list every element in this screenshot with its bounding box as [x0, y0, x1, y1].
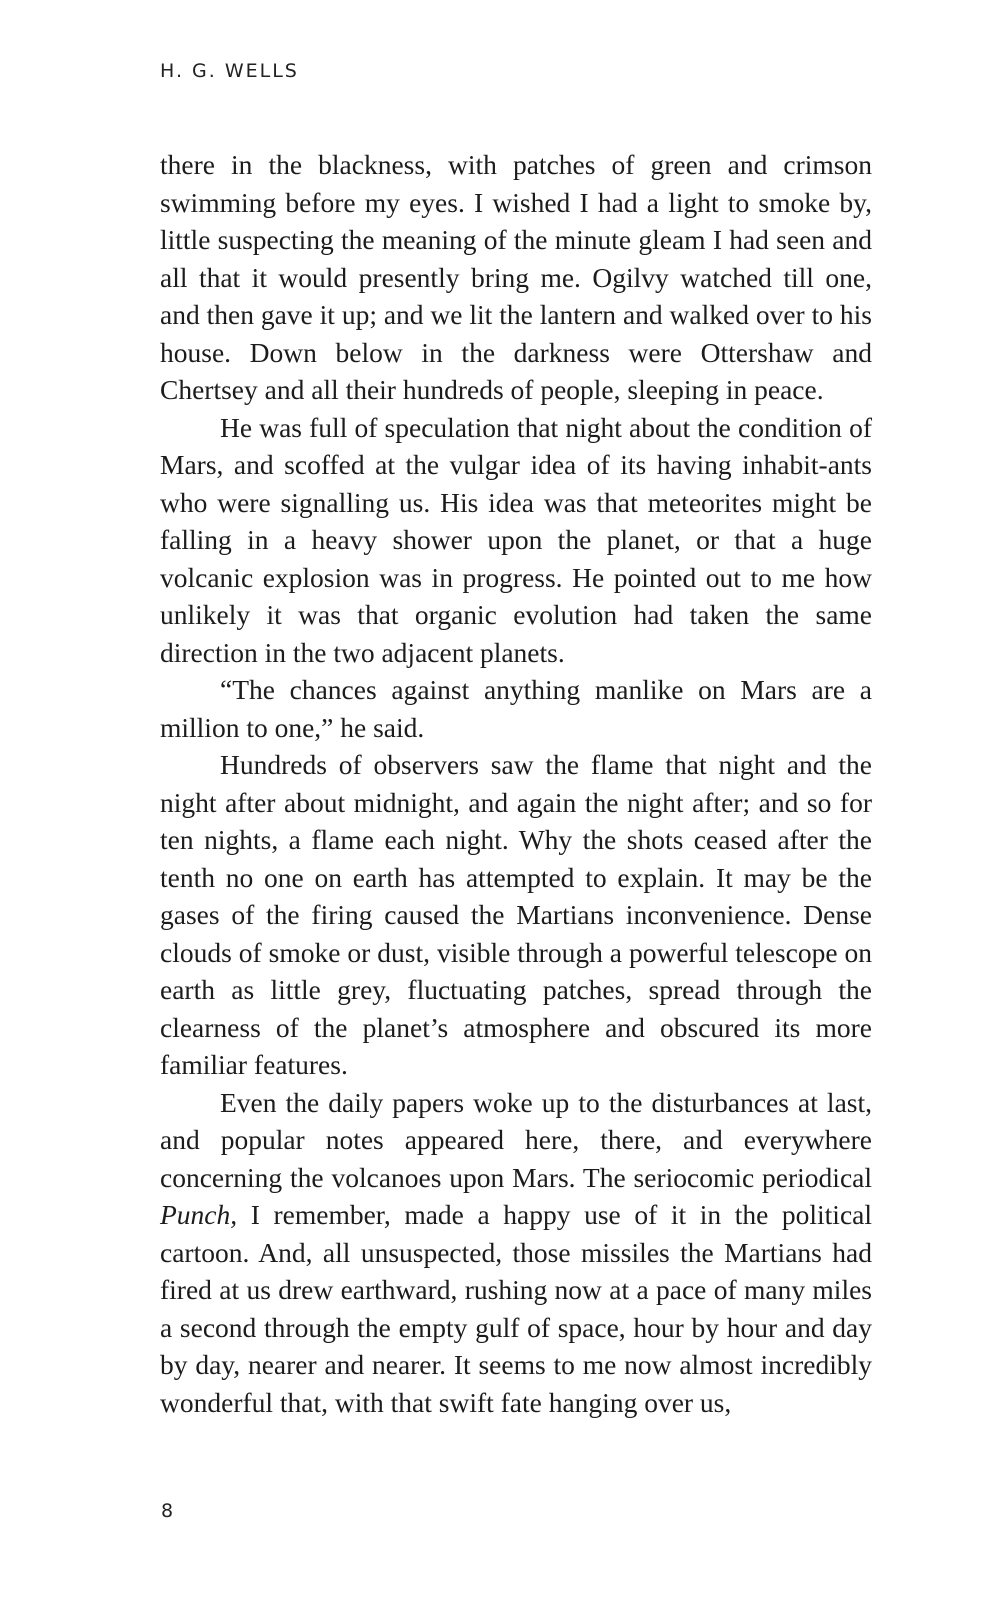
- paragraph-5-text-a: Even the daily papers woke up to the disturbances at last, and popular notes appeared here, there, and everywhere concerning the volcanoes upon Mars. The seriocomic periodical: [160, 1086, 872, 1193]
- periodical-title: Punch,: [160, 1199, 238, 1230]
- paragraph-3: “The chances against anything manlike on Mars are a million to one,” he said.: [160, 674, 872, 743]
- page-number: 8: [161, 1500, 174, 1522]
- running-head: H. G. WELLS: [160, 60, 299, 82]
- paragraph-4: Hundreds of observers saw the flame that night and the night after about midnight, and again the night after; and so for ten nights, a flame each night. Why the shots ceased after the tenth no one on earth has attempted to explain. It may be the gases of the firing caused the Martians inconvenience. Dense clouds of smoke or dust, visible through a powerful telescope on earth as little grey, fluctuating patches, spread through the clearness of the planet’s atmosphere and obscured its more familiar features.: [160, 749, 872, 1080]
- paragraph-5: [160, 1084, 872, 1422]
- body-text: [160, 146, 872, 1421]
- paragraph-5-text-b: I remember, made a happy use of it in the political cartoon. And, all unsuspected, those missiles the Martians had fired at us drew earthward, rushing now at a pace of many miles a second through the empty gulf of space, hour by hour and day by day, nearer and nearer. It seems to me now almost incredibly wonderful that, with that swift fate hanging over us,: [160, 1199, 872, 1418]
- paragraph-2: He was full of speculation that night about the condition of Mars, and scoffed at the vulgar idea of its having inhabit-ants who were signalling us. His idea was that meteorites might be falling in a heavy shower upon the planet, or that a huge volcanic explosion was in progress. He pointed out to me how unlikely it was that organic evolution had taken the same direction in the two adjacent planets.: [160, 411, 872, 668]
- paragraph-1: there in the blackness, with patches of green and crimson swimming before my eyes. I wished I had a light to smoke by, little suspecting the meaning of the minute gleam I had seen and all that it would presently bring me. Ogilvy watched till one, and then gave it up; and we lit the lantern and walked over to his house. Down below in the darkness were Ottershaw and Chertsey and all their hundreds of people, sleeping in peace.: [160, 149, 872, 405]
